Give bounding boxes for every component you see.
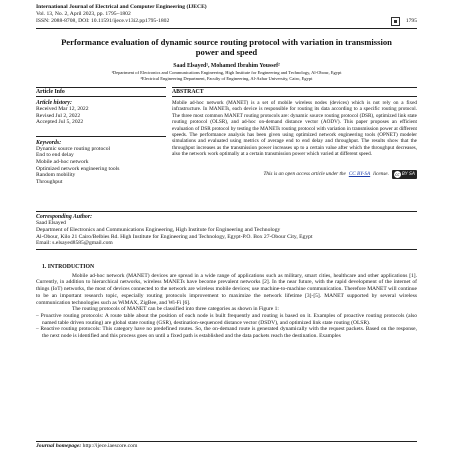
affiliation-1: ¹Department of Electronics and Communications Engineering, High Institute for Engineering and Technology, Al-Obour, Egypt (111, 70, 342, 76)
abstract-column (172, 87, 417, 185)
keyword: Optimized network engineering tools (36, 165, 120, 172)
intro-paragraph-1: Mobile ad-hoc network (MANET) devices are spread in a wide range of applications such as military, smart cities, healthcare and other applications [1]. Currently, in addition to hierarchical networks, wireless MANETs have become prevalent networks [2]. In the near future, with the rapid development of the internet of things (IoT) networks, the most of devices connected to the network are wireless mobile devices; use machine-to-machine communication. Therefore MANET will continue to be an important research topic, especially routing protocols improvement to maximize the network lifetime [3]-[5]. MANET supported by several wireless communication technologies such as WiMAX, ZigBee, and Wi-Fi [6]. (36, 272, 417, 306)
page-number: 1795 (405, 18, 417, 25)
header-rule (36, 28, 417, 29)
paper-title: Performance evaluation of dynamic source routing protocol with variation in transmission power and speed (61, 37, 392, 58)
footer-label: Journal homepage: (36, 443, 82, 449)
journal-header (36, 0, 417, 29)
journal-issn: ISSN: 2088-8708, DOI: 10.11591/ijece.v13i2.pp1795-1802 (36, 18, 170, 25)
corresponding-author-block (36, 211, 417, 249)
corresponding-rule (36, 249, 417, 250)
article-history-label: Article history: (36, 100, 72, 106)
keyword: Dynamic source routing protocol (36, 145, 111, 152)
history-revised: Revised Jul 2, 2022 (36, 112, 81, 119)
keywords-list (36, 146, 166, 186)
keyword: Mobile ad-hoc network (36, 158, 89, 165)
keyword: Random mobility (36, 172, 76, 179)
page-number-group (391, 17, 417, 26)
abstract-text: Mobile ad-hoc network (MANET) is a set of mobile wireless nodes (devices) which is not rely on a fixed infrastructure. In MANETs, each device is responsible for routing its data according to a specific routing protocol. The three most common MANET routing protocols are: dynamic source routing protocol (DSR), optimized link state routing protocol (OLSR), and ad-hoc on-demand distance vector (AODV). This paper proposes an efficient evaluation of DSR protocol by testing the MANETs routing protocol with variation in transmission power at different speeds. The performance analysis has been given using optimized network engineering tools (OPNET) modeler simulations and evaluated using metrics of average end to end delay and throughput. The results show that the throughput increases as the transmission power increases up to a certain value after which the throughput decreases, also the network work optimally at a certain transmission power which varied at different speed. (172, 100, 417, 158)
corresponding-heading: Corresponding Author: (36, 214, 93, 221)
affiliations (36, 70, 417, 81)
affiliation-2: ²Electrical Engineering Department, Faculty of Engineering, Al-Azhar University, Cairo, Egypt (140, 75, 313, 81)
license-suffix: license. (373, 171, 389, 178)
intro-bullet-reactive: – Reactive routing protocols: This category have no predefined routes. So, the on-demand route is generated dynamically with the request packets. Based on the response, the next node is identified and this process goes on until a fixed path is established and the data packets reach the destination. Examples (36, 326, 417, 340)
journal-volume: Vol. 13, No. 2, April 2023, pp. 1795~1802 (36, 10, 131, 17)
info-abstract-columns (36, 87, 417, 185)
intro-bullet-proactive: – Proactive routing protocols: A route table about the position of each node is built frequently and routing is based on it. Examples of proactive routing protocols (also named table driven routing) are global state routing (GSR), destination-sequenced distance vector (DSDV), and optimized link state routing (OLSR). (36, 312, 417, 326)
license-line (172, 170, 417, 179)
page-footer (36, 441, 417, 449)
corresponding-email[interactable]: Email: s.elsayed8585@gmail.com (36, 240, 113, 247)
cc-circle-icon: cc (395, 171, 400, 177)
keywords-rule (36, 136, 166, 137)
license-prefix: This is an open access article under the (263, 171, 346, 178)
footer-url[interactable]: http://ijece.iaescore.com (82, 443, 138, 449)
keywords-label: Keywords: (36, 139, 62, 146)
introduction-section (36, 264, 417, 340)
introduction-heading: 1. INTRODUCTION (42, 263, 95, 270)
license-link[interactable]: CC BY-SA (348, 171, 371, 178)
keyword: Throughput (36, 178, 63, 185)
article-info-heading: Article Info (36, 87, 166, 97)
corresponding-dept: Department of Electronics and Communications Engineering, High Institute for Engineering and Technology (36, 226, 281, 233)
corresponding-name: Saad Elsayed (36, 220, 66, 227)
abstract-heading: ABSTRACT (172, 87, 417, 97)
history-received: Received Mar 12, 2022 (36, 106, 89, 112)
keyword: End to end delay (36, 152, 74, 159)
article-history (36, 106, 166, 126)
article-info-column (36, 87, 166, 185)
journal-name: International Journal of Electrical and Computer Engineering (IJECE) (36, 4, 207, 10)
paper-authors: Saad Elsayed¹, Mohamed Ibrahim Youssef² (173, 63, 280, 70)
journal-logo-icon (391, 17, 400, 26)
cc-license-icon[interactable] (392, 170, 417, 179)
cc-badge-label: BY SA (401, 171, 415, 177)
corresponding-address: Al-Obour, Kilo 21 Cairo/Belbies Rd. High Institute for Engineering and Technology, Egypt-P.O. Box 27-Obour City, Egypt (36, 233, 313, 240)
intro-paragraph-2: The routing protocols of MANET can be classified into three categories as shown in Figure 1: (72, 306, 279, 313)
history-accepted: Accepted Jul 5, 2022 (36, 119, 84, 126)
